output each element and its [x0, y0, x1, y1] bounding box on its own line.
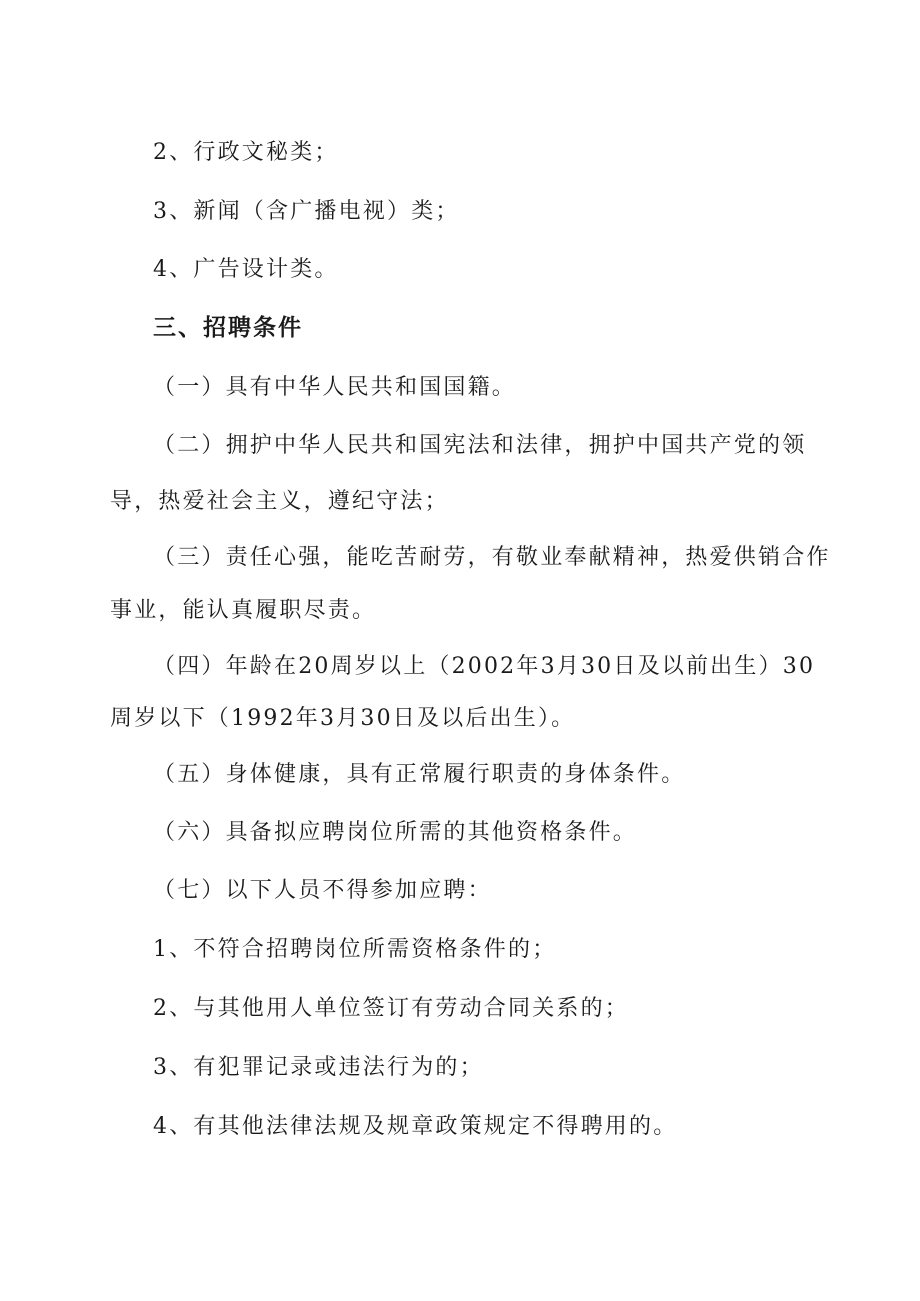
condition-3-line-1: （三）责任心强，能吃苦耐劳，有敬业奉献精神，热爱供销合作 [153, 545, 831, 570]
condition-4-line-2: 周岁以下（1992年3月30日及以后出生）。 [110, 706, 576, 731]
list-item-news: 3、新闻（含广播电视）类； [153, 199, 460, 224]
condition-3-line-2: 事业，能认真履职尽责。 [110, 598, 377, 623]
exclusion-1: 1、不符合招聘岗位所需资格条件的； [153, 937, 557, 962]
condition-7: （七）以下人员不得参加应聘： [153, 878, 492, 903]
list-item-advertising: 4、广告设计类。 [153, 257, 339, 282]
section-heading: 三、招聘条件 [153, 315, 303, 341]
condition-5: （五）身体健康，具有正常履行职责的身体条件。 [153, 762, 686, 787]
exclusion-4: 4、有其他法律法规及规章政策规定不得聘用的。 [153, 1114, 678, 1139]
exclusion-3: 3、有犯罪记录或违法行为的； [153, 1055, 484, 1080]
condition-4-line-1: （四）年龄在20周岁以上（2002年3月30日及以前出生）30 [153, 654, 816, 679]
condition-2-line-2: 导，热爱社会主义，遵纪守法； [110, 489, 449, 514]
exclusion-2: 2、与其他用人单位签订有劳动合同关系的； [153, 996, 629, 1021]
condition-1: （一）具有中华人民共和国国籍。 [153, 375, 517, 400]
condition-6: （六）具备拟应聘岗位所需的其他资格条件。 [153, 820, 638, 845]
condition-2-line-1: （二）拥护中华人民共和国宪法和法律，拥护中国共产党的领 [153, 433, 807, 458]
list-item-administrative: 2、行政文秘类； [153, 140, 339, 165]
